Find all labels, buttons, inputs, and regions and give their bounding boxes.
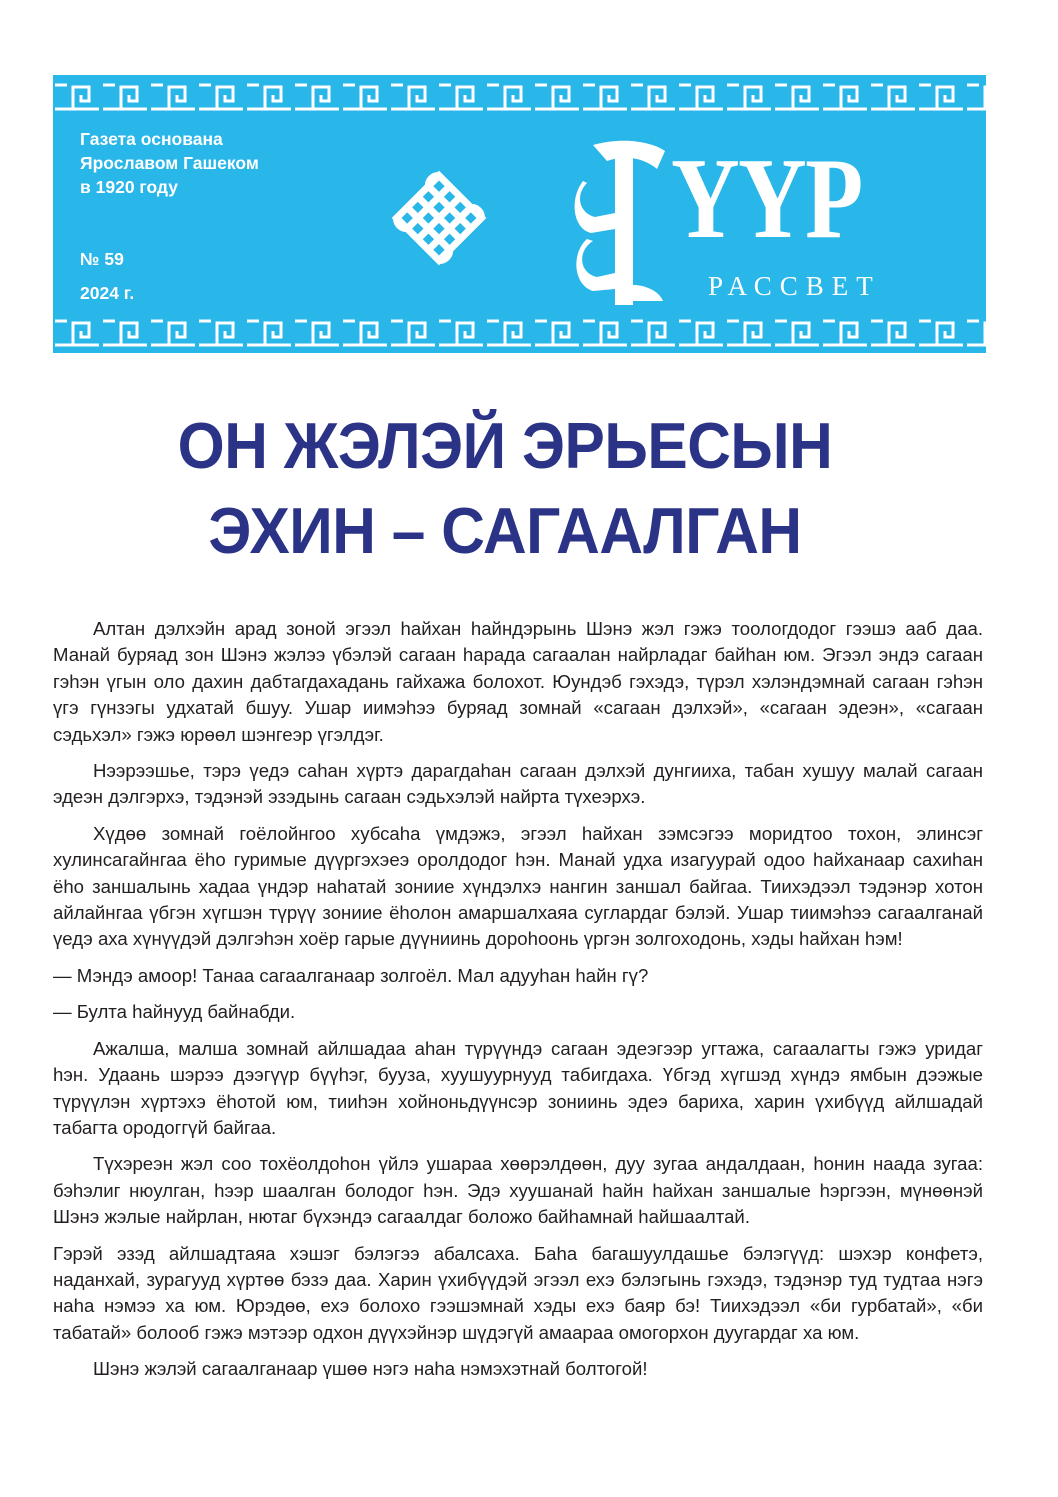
founded-note [80,127,340,199]
founded-line: Ярославом Гашеком [80,153,259,173]
dialog-line: — Мэндэ амоор! Танаа сагаалганаар золгоёл. Мал адууһан һайн гү? [53,964,649,986]
issue-year: 2024 г. [80,283,135,303]
masthead [53,75,986,353]
founded-line: Газета основана [80,129,223,149]
paragraph: Ажалша, малша зомнай айлшадаа аһан түрүүндэ сагаан эдеэгээр угтажа, сагаалагты гэжэ уридаг һэн. Удаань шэрээ дээгүүр бүүһэг, бууза, хуушуурнууд табигдаха. Үбгэд хүгшэд хүндэ ямбын дээжые түрүүлэн хүртэхэ ёһотой юм, тииһэн хойноньдүүнсэр зониинь эдеэ бариха, харин үхибүүд айлшадай табагта ородоггүй байгаа. [53,1037,983,1138]
issue-number: № 59 [80,249,124,269]
meander-border-bottom [53,315,986,351]
mongolian-script-emblem [573,135,669,305]
newspaper-subtitle: РАССВЕТ [708,271,881,301]
newspaper-logo: ҮҮР [671,135,862,263]
founded-line: в 1920 году [80,177,178,197]
endless-knot-icon [385,155,493,281]
paragraph: Хүдөө зомнай гоёлойнгоо хубсаһа үмдэжэ, эгээл һайхан зэмсэгээ моридтоо тохон, элинсэг хулинсагайнгаа ёһо гуримые дүүргэхэеэ оролдодог һэн. Манай удха изагуурай одоо һайханаар сахиһан ёһо заншалынь хадаа үндэр наһатай зониие хүндэлхэ нангин заншал байгаа. Тиихэдээл тэдэнэр хотон айлайнгаа үбгэн хүгшэн түрүү зониие ёһолон амаршалхаяа суглардаг бэлэй. Ушар тиимэһээ сагаалганай үедэ аха хүнүүдэй дэлгэһэн хоёр гарые дүүниинь дороһоонь үргэн золгоходонь, хэды һайхан һэм! [53,822,983,950]
article-headline [0,403,1010,573]
paragraph: Алтан дэлхэйн арад зоной эгээл һайхан һайндэрынь Шэнэ жэл гэжэ тоологдодог гээшэ ааб даа. Манай буряад зон Шэнэ жэлээ үбэлэй сагаан һарада сагаалан найрладаг байһан юм. Эгээл эндэ сагаан гэһэн үгын оло дахин дабтагдахадань гайхажа болохот. Юундэб гэхэдэ, түрэл хэлэндэмнай сагаан гэһэн үгэ гүнзэгы удхатай бшуу. Ушар иимэһээ буряад зомнай «сагаан дэлхэй», «сагаан эдеэн», «сагаан сэдьхэл» гэжэ юрөөл шэнгеэр үгэлдэг. [53,618,983,745]
closing-line: Шэнэ жэлэй сагаалганаар үшөө нэгэ наһа нэмэхэтнай болтогой! [93,1358,648,1380]
article-body [53,616,983,1393]
headline-line: ОН ЖЭЛЭЙ ЭРЬЕСЫН [177,409,833,482]
paragraph: Нээрээшье, тэрэ үедэ саһан хүртэ дарагдаһан сагаан дэлхэй дунгииха, табан хушуу малай сагаан эдеэн дэлгэрхэ, тэдэнэй эзэдынь сагаан сэдьхэлэй найрта түхеэрхэ. [53,760,983,808]
paragraph: Түхэреэн жэл соо тохёолдоһон үйлэ ушараа хөөрэлдөөн, дуу зугаа андалдаан, һонин наада зугаа: бэһэлиг нюулган, һээр шаалган болодог һэн. Эдэ хуушанай һайн һайхан заншалые һэргээн, мүнөөнэй Шэнэ жэлые найрлан, нютаг бүхэндэ сагаалдаг боложо байһамнай һайшаалтай. [53,1153,983,1228]
meander-border-top [53,79,986,115]
headline-line: ЭХИН – САГААЛГАН [208,494,802,567]
paragraph: Гэрэй эзэд айлшадтаяа хэшэг бэлэгээ абалсаха. Баһа багашуулдашье бэлэгүүд: шэхэр конфетэ, наданхай, зурагууд хүртөө бэзэ даа. Харин үхибүүдэй эгээл ехэ бэлэгынь гэхэдэ, тэдэнэр туд тудтаа нэгэ наһа нэмээ ха юм. Юрэдөө, ехэ болохо гээшэмнай хэды ехэ баяр бэ! Тиихэдээл «би гурбатай», «би табатай» болооб гэжэ мэтээр одхон дүүхэйнэр шүдэгүй амаараа омогорхон дуугардаг ха юм. [53,1242,983,1343]
dialog-line: — Булта һайнууд байнабди. [53,1001,296,1023]
issue-info [80,242,134,310]
